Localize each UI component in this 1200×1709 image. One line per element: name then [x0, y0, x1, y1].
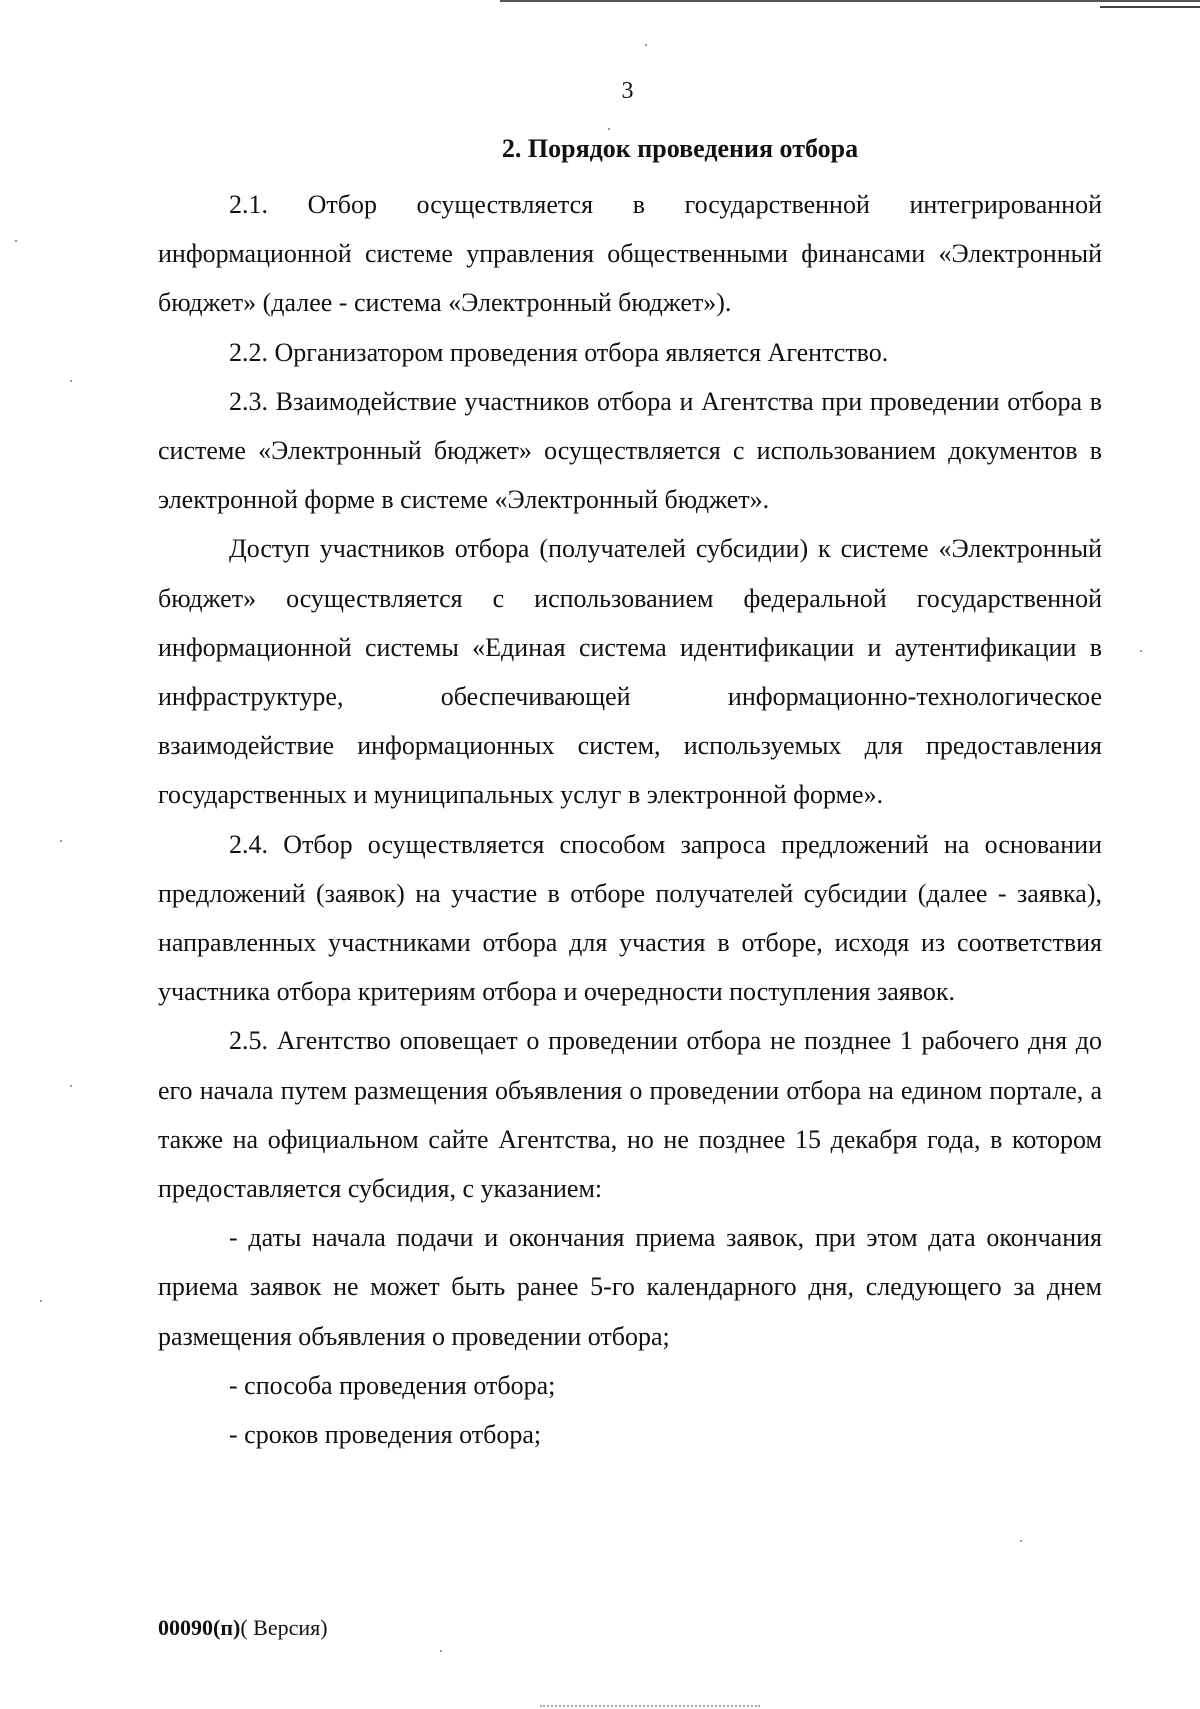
scan-border-top-right: [1100, 6, 1200, 8]
scan-speck: [15, 240, 17, 242]
list-item-dates: - даты начала подачи и окончания приема заявок, при этом дата окончания приема заявок не может быть ранее 5-го календарного дня, следующего за днем размещения объявления о проведении отбора;: [158, 1223, 1102, 1351]
document-footer: [158, 1615, 328, 1641]
scan-speck: [1140, 650, 1142, 652]
paragraph-2-3: 2.3. Взаимодействие участников отбора и Агентства при проведении отбора в системе «Электронный бюджет» осуществляется с использованием документов в электронной форме в системе «Электронный бюджет».: [158, 386, 1102, 515]
paragraph-2-2: 2.2. Организатором проведения отбора является Агентство.: [229, 337, 889, 367]
scan-border-top: [500, 0, 1200, 8]
scan-speck: [1020, 1540, 1022, 1542]
scan-speck: [70, 1085, 72, 1087]
paragraph-2-1: 2.1. Отбор осуществляется в государственной интегрированной информационной системе управления общественными финансами «Электронный бюджет» (далее - система «Электронный бюджет»).: [158, 190, 1102, 318]
scan-speck: [60, 840, 62, 842]
scan-border-bottom: [540, 1705, 760, 1707]
list-item-terms: - сроков проведения отбора;: [229, 1420, 542, 1450]
list-item-method: - способа проведения отбора;: [229, 1370, 556, 1400]
document-code: 00090(п): [158, 1615, 241, 1640]
paragraph-2-4: 2.4. Отбор осуществляется способом запроса предложений на основании предложений (заявок) на участие в отборе получателей субсидии (далее - заявка), направленных участниками отбора для участия в отборе, исходя из соответствия участника отбора критериям отбора и очередности поступления заявок.: [158, 829, 1102, 1007]
page-number: 3: [621, 78, 634, 104]
paragraph-access: Доступ участников отбора (получателей субсидии) к системе «Электронный бюджет» осуществляется с использованием федеральной государственной информационной системы «Единая система идентификации и аутентификации в инфраструктуре, обеспечивающей информационно-технологическое взаимодействие информационных систем, используемых для предоставления государственных и муниципальных услуг в электронной форме».: [158, 534, 1102, 810]
document-body: [158, 180, 1102, 1459]
section-heading: 2. Порядок проведения отбора: [501, 134, 859, 163]
scan-speck: [645, 44, 647, 46]
scan-speck: [70, 380, 72, 382]
scan-speck: [440, 1650, 442, 1652]
paragraph-2-5: 2.5. Агентство оповещает о проведении отбора не позднее 1 рабочего дня до его начала путем размещения объявления о проведении отбора на едином портале, а также на официальном сайте Агентства, но не позднее 15 декабря года, в котором предоставляется субсидия, с указанием:: [158, 1026, 1102, 1204]
document-version: ( Версия): [240, 1615, 328, 1640]
scan-speck: [40, 1300, 42, 1302]
scan-speck: [608, 128, 610, 130]
